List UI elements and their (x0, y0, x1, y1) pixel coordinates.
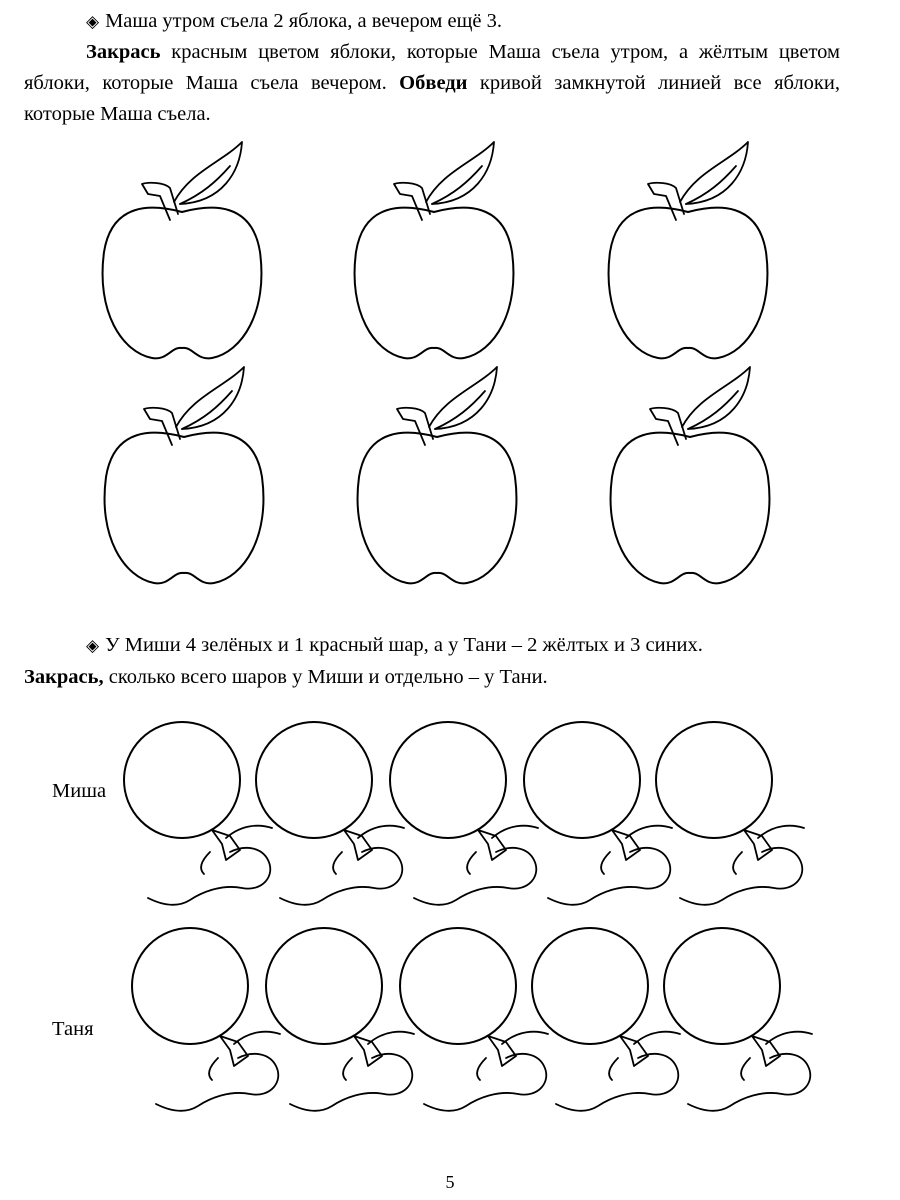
task2-instruction-text: сколько всего шаров у Миши и отдельно – у Тани. (103, 666, 548, 688)
apple-drawing[interactable] (358, 367, 517, 583)
balloon-drawing[interactable] (656, 722, 804, 905)
task2-keyword-color: Закрась, (24, 666, 104, 688)
balloon-drawing[interactable] (266, 928, 414, 1111)
apple-drawing[interactable] (103, 142, 262, 358)
row-label-tanya: Таня (52, 1018, 94, 1040)
balloon-drawing[interactable] (256, 722, 404, 905)
apple-drawing[interactable] (609, 142, 768, 358)
balloon-drawing[interactable] (532, 928, 680, 1111)
task2-intro-text: У Миши 4 зелёных и 1 красный шар, а у Тани – 2 жёлтых и 3 синих. (105, 634, 703, 656)
task1-intro-text: Маша утром съела 2 яблока, а вечером ещё 3. (105, 10, 503, 32)
balloon-drawing[interactable] (400, 928, 548, 1111)
balloon-drawing[interactable] (390, 722, 538, 905)
apple-drawing[interactable] (355, 142, 514, 358)
task1-instruction-text-2: кривой замкнутой линией все яблоки, которые Маша съела. (24, 72, 840, 125)
apple-drawing[interactable] (105, 367, 264, 583)
balloon-drawing[interactable] (524, 722, 672, 905)
diamond-bullet-icon: ◈ (86, 636, 100, 656)
balloon-drawing[interactable] (132, 928, 280, 1111)
task1-instruction-text-1: красным цветом яблоки, которые Маша съела утром, а жёлтым цветом яблоки, которые Маша съела вечером. (24, 41, 840, 94)
page-number: 5 (445, 1172, 455, 1192)
diamond-bullet-icon: ◈ (86, 12, 100, 32)
balloon-drawing[interactable] (124, 722, 272, 905)
balloon-drawing[interactable] (664, 928, 812, 1111)
apple-drawing[interactable] (611, 367, 770, 583)
task1-keyword-outline: Обведи (399, 72, 468, 94)
task1-keyword-color: Закрась (86, 41, 161, 63)
task2-paragraph (24, 630, 840, 693)
row-label-misha: Миша (52, 780, 107, 802)
